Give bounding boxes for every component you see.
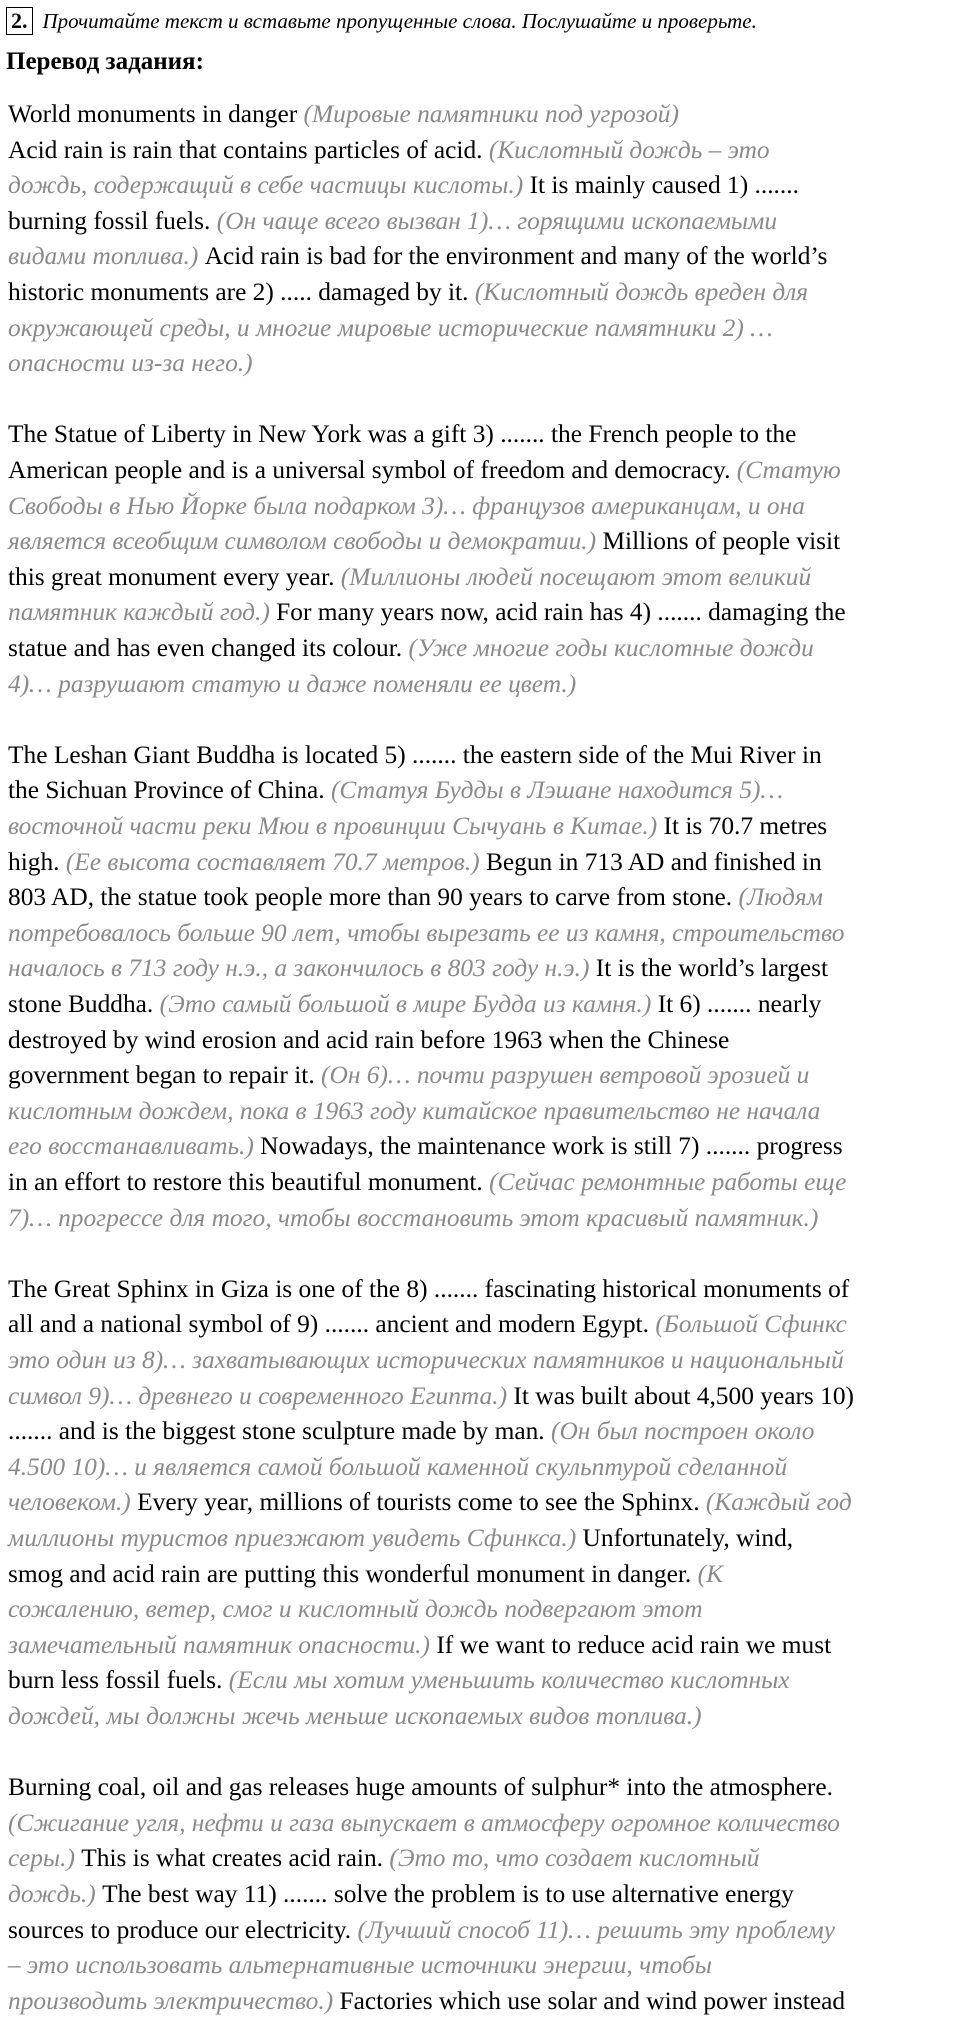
english-text: the Sichuan Province of China. (8, 776, 331, 805)
english-text: all and a national symbol of 9) ....... ancient and modern Egypt. (8, 1310, 656, 1339)
english-text: Acid rain is rain that contains particles of acid. (8, 135, 489, 164)
english-text: 803 AD, the statue took people more than 90 years to carve from stone. (8, 883, 739, 912)
text-line (8, 1484, 852, 1520)
russian-translation: (Кислотный дождь вреден для (474, 278, 809, 306)
task-number: 2. (6, 7, 33, 35)
text-line (8, 737, 822, 773)
russian-translation: (Кислотный дождь – это (488, 135, 770, 164)
text-line (8, 1449, 787, 1485)
english-text: The Great Sphinx in Giza is one of the 8) ....... fascinating historical monuments of (8, 1274, 850, 1303)
english-text: For many years now, acid rain has 4) ....... damaging the (276, 598, 846, 627)
russian-translation: (Он был построен около (550, 1417, 815, 1446)
english-text: burn less fossil fuels. (8, 1666, 229, 1695)
text-line (8, 1840, 760, 1876)
russian-translation: (Это самый большой в мире Будда из камня.) (159, 990, 658, 1018)
english-text: It is mainly caused 1) ....... (529, 171, 799, 200)
english-text: this great monument every year. (8, 562, 341, 591)
english-text: statue and has even changed its colour. (8, 634, 409, 662)
text-line (8, 416, 796, 452)
text-line (8, 132, 770, 168)
english-text: Burning coal, oil and gas releases huge amounts of sulphur* into the atmosphere. (8, 1773, 834, 1802)
english-text: Acid rain is bad for the environment and many of the world’s (204, 242, 828, 271)
task-instruction: Прочитайте текст и вставьте пропущенные слова. Послушайте и проверьте. (42, 8, 757, 33)
russian-translation: кислотным дождем, пока в 1963 году китайское правительство не начала (8, 1096, 821, 1125)
text-line (8, 1627, 831, 1663)
text-line (8, 630, 814, 666)
task-header (6, 4, 757, 38)
russian-translation: (Он чаще всего вызван 1)… горящими ископаемыми (216, 206, 778, 235)
english-text: It is the world’s largest (595, 954, 829, 983)
text-line (8, 594, 846, 630)
english-text: Unfortunately, wind, (582, 1524, 794, 1552)
english-text: burning fossil fuels. (8, 206, 217, 235)
russian-translation: замечательный памятник опасности.) (8, 1630, 437, 1659)
text-line (8, 772, 783, 808)
text-line (8, 1947, 712, 1983)
text-line (8, 1591, 703, 1627)
translation-heading: Перевод задания: (6, 48, 204, 75)
russian-translation: 7)… прогрессе для того, чтобы восстановить этот красивый памятник.) (8, 1203, 819, 1232)
russian-translation: (Каждый год (705, 1488, 852, 1517)
russian-translation: (Сейчас ремонтные работы еще (489, 1168, 847, 1196)
text-line (8, 238, 827, 274)
english-text: The Leshan Giant Buddha is located 5) ....... the eastern side of the Mui River in (8, 740, 822, 769)
russian-translation: дождь.) (8, 1880, 103, 1908)
english-text: American people and is a universal symbol of freedom and democracy. (8, 456, 737, 484)
russian-translation: началось в 713 году н.э., а закончилось в 803 году н.э.) (8, 954, 596, 983)
english-text: The Statue of Liberty in New York was a gift 3) ....... the French people to the (8, 420, 797, 449)
text-line (8, 1378, 854, 1414)
russian-translation: (Людям (738, 883, 823, 912)
english-text: The best way 11) ....... solve the problem is to use alternative energy (102, 1880, 794, 1908)
text-line (8, 1342, 844, 1378)
russian-translation: человеком.) (8, 1488, 138, 1517)
russian-translation: 4.500 10)… и является самой большой каменной скульптурой сделанной (8, 1452, 788, 1481)
english-text: ....... and is the biggest stone sculpture made by man. (8, 1417, 551, 1446)
russian-translation: – это использовать альтернативные источники энергии, чтобы (8, 1951, 712, 1980)
text-line (8, 488, 805, 524)
text-line (8, 203, 777, 239)
russian-translation: (Миллионы людей посещают этот великий (340, 562, 812, 591)
text-line (8, 1057, 809, 1093)
text-line (8, 986, 821, 1022)
text-line (8, 1128, 843, 1164)
text-line (8, 1093, 820, 1129)
text-line (8, 1022, 729, 1058)
text-line (8, 1520, 793, 1556)
russian-translation: опасности из-за него.) (8, 349, 253, 378)
text-line (8, 808, 827, 844)
english-text: Millions of people visit (602, 527, 841, 556)
russian-translation: сожалению, ветер, смог и кислотный дождь подвергают этот (8, 1595, 703, 1624)
text-line (8, 274, 808, 310)
text-line (8, 310, 773, 346)
russian-translation: производить электричество.) (8, 1986, 340, 2015)
russian-translation: (Сжигание угля, нефти и газа выпускает в атмосферу огромное количество (8, 1808, 840, 1837)
english-text: in an effort to restore this beautiful monument. (8, 1168, 490, 1196)
russian-translation: (К (697, 1559, 723, 1588)
text-line (8, 1413, 814, 1449)
english-text: It was built about 4,500 years 10) (513, 1381, 854, 1410)
russian-translation: дождь, содержащий в себе частицы кислоты.) (8, 171, 530, 200)
english-text: World monuments in danger (8, 100, 304, 128)
text-line (8, 167, 799, 203)
text-line (8, 1271, 849, 1307)
text-line (8, 1164, 846, 1200)
russian-translation: его восстанавливать.) (8, 1132, 261, 1161)
text-line (8, 879, 823, 915)
text-line (8, 1912, 835, 1948)
russian-translation: миллионы туристов приезжают увидеть Сфинкса.) (8, 1524, 583, 1552)
text-line (8, 1662, 790, 1698)
russian-translation: потребовалось больше 90 лет, чтобы вырезать ее из камня, строительство (8, 918, 845, 947)
russian-translation: окружающей среды, и многие мировые исторические памятники 2) … (8, 313, 773, 342)
russian-translation: (Если мы хотим уменьшить количество кислотных (228, 1666, 790, 1695)
russian-translation: (Он 6)… почти разрушен ветровой эрозией и (321, 1061, 810, 1090)
english-text: stone Buddha. (8, 990, 160, 1018)
russian-translation: памятник каждый год.) (8, 598, 277, 627)
english-text: Factories which use solar and wind power instead (339, 1986, 846, 2015)
text-line (8, 1876, 794, 1912)
russian-translation: (Мировые памятники под угрозой) (303, 100, 679, 128)
russian-translation: (Статую (736, 456, 841, 484)
russian-translation: восточной части реки Мюи в провинции Сычуань в Китае.) (8, 812, 664, 840)
text-line (8, 844, 822, 880)
russian-translation: (Ее высота составляет 70.7 метров.) (65, 847, 486, 876)
text-line (8, 96, 679, 132)
russian-translation: символ 9)… древнего и современного Египта.) (8, 1381, 514, 1410)
english-text: If we want to reduce acid rain we must (436, 1630, 832, 1659)
text-line (8, 666, 576, 702)
russian-translation: (Лучший способ 11)… решить эту проблему (357, 1915, 836, 1944)
english-text: It 6) ....... nearly (657, 990, 822, 1018)
text-line (8, 345, 253, 381)
russian-translation: является всеобщим символом свободы и демократии.) (8, 527, 603, 556)
text-line (8, 1983, 845, 2019)
russian-translation: Свободы в Нью Йорке была подарком 3)… французов американцам, и она (8, 491, 805, 520)
russian-translation: (Статуя Будды в Лэшане находится 5)… (330, 776, 784, 805)
english-text: Begun in 713 AD and finished in (485, 847, 822, 876)
english-text: It is 70.7 metres (663, 812, 828, 840)
text-line (8, 1805, 840, 1841)
text-line (8, 915, 844, 951)
russian-translation: (Уже многие годы кислотные дожди (408, 634, 814, 662)
english-text: historic monuments are 2) ..... damaged by it. (8, 278, 475, 306)
text-line (8, 559, 811, 595)
text-line (8, 1306, 847, 1342)
russian-translation: 4)… разрушают статую и даже поменяли ее цвет.) (8, 669, 577, 698)
russian-translation: это один из 8)… захватывающих исторических памятников и национальный (8, 1346, 844, 1374)
russian-translation: серы.) (8, 1844, 82, 1873)
text-line (8, 452, 841, 488)
text-line (8, 523, 840, 559)
english-text: Every year, millions of tourists come to see the Sphinx. (137, 1488, 706, 1517)
english-text: government began to repair it. (8, 1061, 322, 1090)
english-text: sources to produce our electricity. (8, 1915, 358, 1944)
english-text: destroyed by wind erosion and acid rain before 1963 when the Chinese (8, 1025, 730, 1054)
text-line (8, 1200, 818, 1236)
text-line (8, 1698, 702, 1734)
english-text: smog and acid rain are putting this wonderful monument in danger. (8, 1559, 698, 1588)
russian-translation: (Большой Сфинкс (655, 1310, 847, 1339)
russian-translation: видами топлива.) (8, 242, 205, 271)
text-line (8, 1556, 723, 1592)
english-text: high. (8, 847, 66, 876)
russian-translation: (Это то, что создает кислотный (389, 1844, 760, 1873)
text-line (8, 1769, 833, 1805)
english-text: This is what creates acid rain. (81, 1844, 390, 1873)
russian-translation: дождей, мы должны жечь меньше ископаемых видов топлива.) (8, 1702, 702, 1730)
english-text: Nowadays, the maintenance work is still 7) ....... progress (260, 1132, 843, 1161)
text-line (8, 950, 828, 986)
